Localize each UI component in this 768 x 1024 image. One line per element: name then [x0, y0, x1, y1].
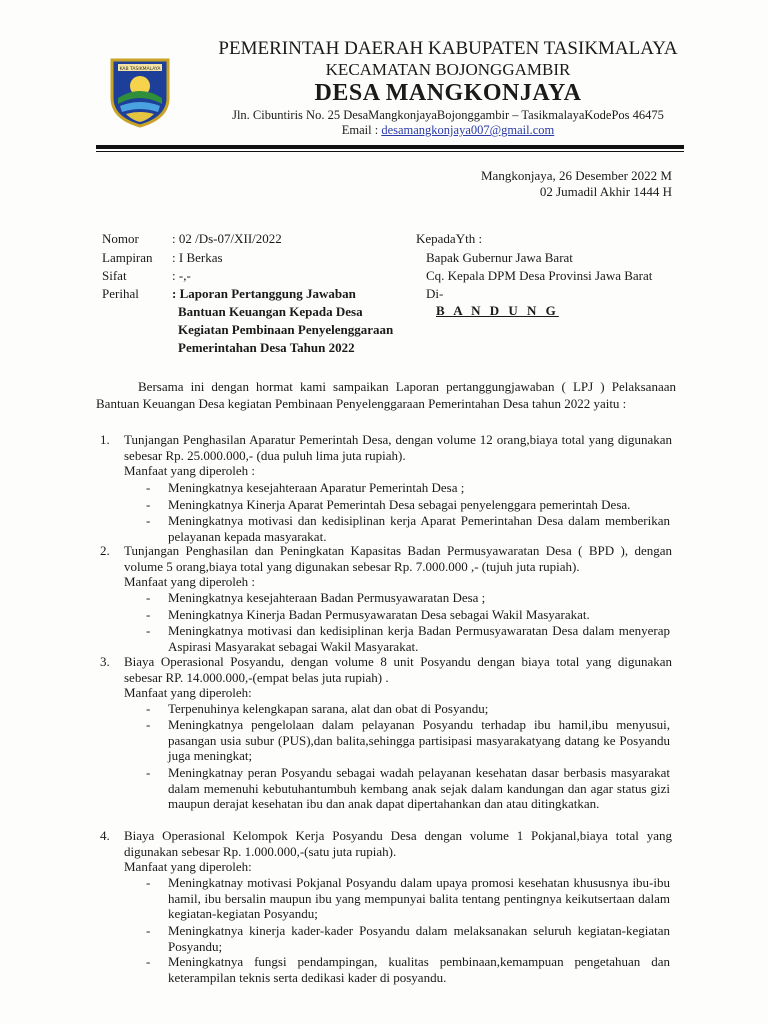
- lampiran-value: : I Berkas: [172, 250, 223, 265]
- bullet-dash: -: [146, 480, 151, 495]
- bullet-text: Meningkatnya fungsi pendampingan, kualitas pembinaan,kemampuan pengetahuan dan keterampilan teknis serta dedikasi kader di posyandu.: [168, 954, 670, 985]
- bullet-dash: -: [146, 590, 151, 605]
- letterhead-address: Jln. Cibuntiris No. 25 DesaMangkonjayaBojonggambir – TasikmalayaKodePos 46475: [232, 108, 664, 122]
- sifat-value: : -,-: [172, 268, 191, 283]
- item-text: Biaya Operasional Posyandu, dengan volume 8 unit Posyandu dengan biaya total yang digunakan sebesar RP. 14.000.000,-(empat belas juta rupiah) .: [124, 654, 672, 685]
- bullet-dash: -: [146, 607, 151, 622]
- bullet-dash: -: [146, 954, 151, 969]
- bullet-dash: -: [146, 875, 151, 890]
- intro-text: Bersama ini dengan hormat kami sampaikan Laporan pertanggungjawaban ( LPJ ) Pelaksanaan Bantuan Keuangan Desa kegiatan Pembinaan Penyelenggaraan Pemerintahan Desa tahun 2022 yaitu :: [96, 379, 676, 411]
- item-number: 1.: [100, 432, 110, 447]
- letterhead-district: KECAMATAN BOJONGGAMBIR: [325, 60, 571, 79]
- lampiran-label: Lampiran: [102, 250, 153, 265]
- bullet-text: Meningkatnay peran Posyandu sebagai wadah pelayanan kesehatan dasar berbasis masyarakat dalam memenuhi kebutuhantumbuh kembang anak sejak dalam kandungan dan agar status gizi maupun derajat kesehatan ibu dan anak dapat dipertahankan dan atau ditingkatkan.: [168, 765, 670, 811]
- email-link[interactable]: desamangkonjaya007@gmail.com: [381, 123, 555, 137]
- item-number: 2.: [100, 543, 110, 558]
- addressee-line: Bapak Gubernur Jawa Barat: [426, 250, 573, 265]
- logo-caption: KAB TASIKMALAYA: [119, 67, 161, 72]
- item-number: 4.: [100, 828, 110, 843]
- bullet-text: Meningkatnya kesejahteraan Aparatur Pemerintah Desa ;: [168, 480, 465, 495]
- perihal-line: Kegiatan Pembinaan Penyelenggaraan: [178, 322, 394, 337]
- item-text: Tunjangan Penghasilan dan Peningkatan Kapasitas Badan Permusyawaratan Desa ( BPD ), dengan volume 5 orang,biaya total yang digunakan sebesar Rp. 7.000.000 ,- (tujuh juta rupiah).: [124, 543, 672, 574]
- bullet-text: Terpenuhinya kelengkapan sarana, alat dan obat di Posyandu;: [168, 701, 489, 716]
- bullet-text: Meningkatnya Kinerja Badan Permusyawaratan Desa sebagai Wakil Masyarakat.: [168, 607, 590, 622]
- bullet-text: Meningkatnya pengelolaan dalam pelayanan Posyandu terhadap ibu hamil,ibu menyusui, pasangan usia subur (PUS),dan balita,sehingga partisipasi masyarakatyang datang ke Posyandu juga meningkat;: [168, 717, 670, 763]
- item-text: Biaya Operasional Kelompok Kerja Posyandu Desa dengan volume 1 Pokjanal,biaya total yang digunakan sebesar Rp. 1.000.000,-(satu juta rupiah).: [124, 828, 672, 859]
- perihal-line: Pemerintahan Desa Tahun 2022: [178, 340, 355, 355]
- addressee-line: Di-: [426, 286, 444, 301]
- letterhead-email-line: [188, 123, 708, 138]
- bullet-dash: -: [146, 923, 151, 938]
- letterhead-rule-thick: [96, 145, 684, 149]
- manfaat-heading: Manfaat yang diperoleh :: [124, 463, 256, 478]
- bullet-text: Meningkatnay motivasi Pokjanal Posyandu dalam upaya promosi kesehatan khususnya ibu-ibu hamil, ibu bersalin maupun ibu yang mempunyai balita tentang pentingnya keikutsertaan dalam kegiatan-kegiatan Posyandu;: [168, 875, 670, 921]
- bullet-dash: -: [146, 765, 151, 780]
- nomor-label: Nomor: [102, 231, 139, 246]
- bullet-dash: -: [146, 623, 151, 638]
- bullet-dash: -: [146, 497, 151, 512]
- bullet-text: Meningkatnya kinerja kader-kader Posyandu dalam melaksanakan seluruh kegiatan-kegiatan Posyandu;: [168, 923, 670, 954]
- addressee-greeting: KepadaYth :: [416, 231, 483, 246]
- letter-date-gregorian: Mangkonjaya, 26 Desember 2022 M: [481, 168, 672, 183]
- item-text: Tunjangan Penghasilan Aparatur Pemerintah Desa, dengan volume 12 orang,biaya total yang digunakan sebesar Rp. 25.000.000,- (dua puluh lima juta rupiah).: [124, 432, 672, 463]
- item-number: 3.: [100, 654, 110, 669]
- bullet-text: Meningkatnya Kinerja Aparat Pemerintah Desa sebagai penyelenggara pemerintah Desa.: [168, 497, 631, 512]
- bullet-dash: -: [146, 513, 151, 528]
- letterhead-village: DESA MANGKONJAYA: [314, 80, 582, 106]
- letterhead-rule-thin: [96, 151, 684, 152]
- intro-paragraph: [96, 378, 676, 412]
- manfaat-heading: Manfaat yang diperoleh:: [124, 859, 252, 874]
- letter-date-hijri: 02 Jumadil Akhir 1444 H: [539, 184, 672, 199]
- bullet-text: Meningkatnya kesejahteraan Badan Permusyawaratan Desa ;: [168, 590, 486, 605]
- regency-logo-icon: [104, 54, 176, 130]
- addressee-line: Cq. Kepala DPM Desa Provinsi Jawa Barat: [426, 268, 653, 283]
- perihal-label: Perihal: [102, 286, 139, 301]
- addressee-city: B A N D U N G: [436, 303, 559, 318]
- letterhead-government: PEMERINTAH DAERAH KABUPATEN TASIKMALAYA: [218, 38, 678, 59]
- bullet-dash: -: [146, 717, 151, 732]
- email-label: Email :: [341, 123, 382, 137]
- manfaat-heading: Manfaat yang diperoleh :: [124, 574, 256, 589]
- bullet-text: Meningkatnya motivasi dan kedisiplinan kerja Aparat Pemerintahan Desa dalam memberikan pelayanan kepada masyarakat.: [168, 513, 670, 544]
- perihal-line: Bantuan Keuangan Kepada Desa: [178, 304, 363, 319]
- perihal-line: : Laporan Pertanggung Jawaban: [172, 286, 356, 301]
- bullet-text: Meningkatnya motivasi dan kedisiplinan kerja Badan Permusyawaratan Desa dalam menyerap Aspirasi Masyarakat sebagai Wakil Masyarakat.: [168, 623, 670, 654]
- nomor-value: : 02 /Ds-07/XII/2022: [172, 231, 282, 246]
- bullet-dash: -: [146, 701, 151, 716]
- sifat-label: Sifat: [102, 268, 127, 283]
- manfaat-heading: Manfaat yang diperoleh:: [124, 685, 252, 700]
